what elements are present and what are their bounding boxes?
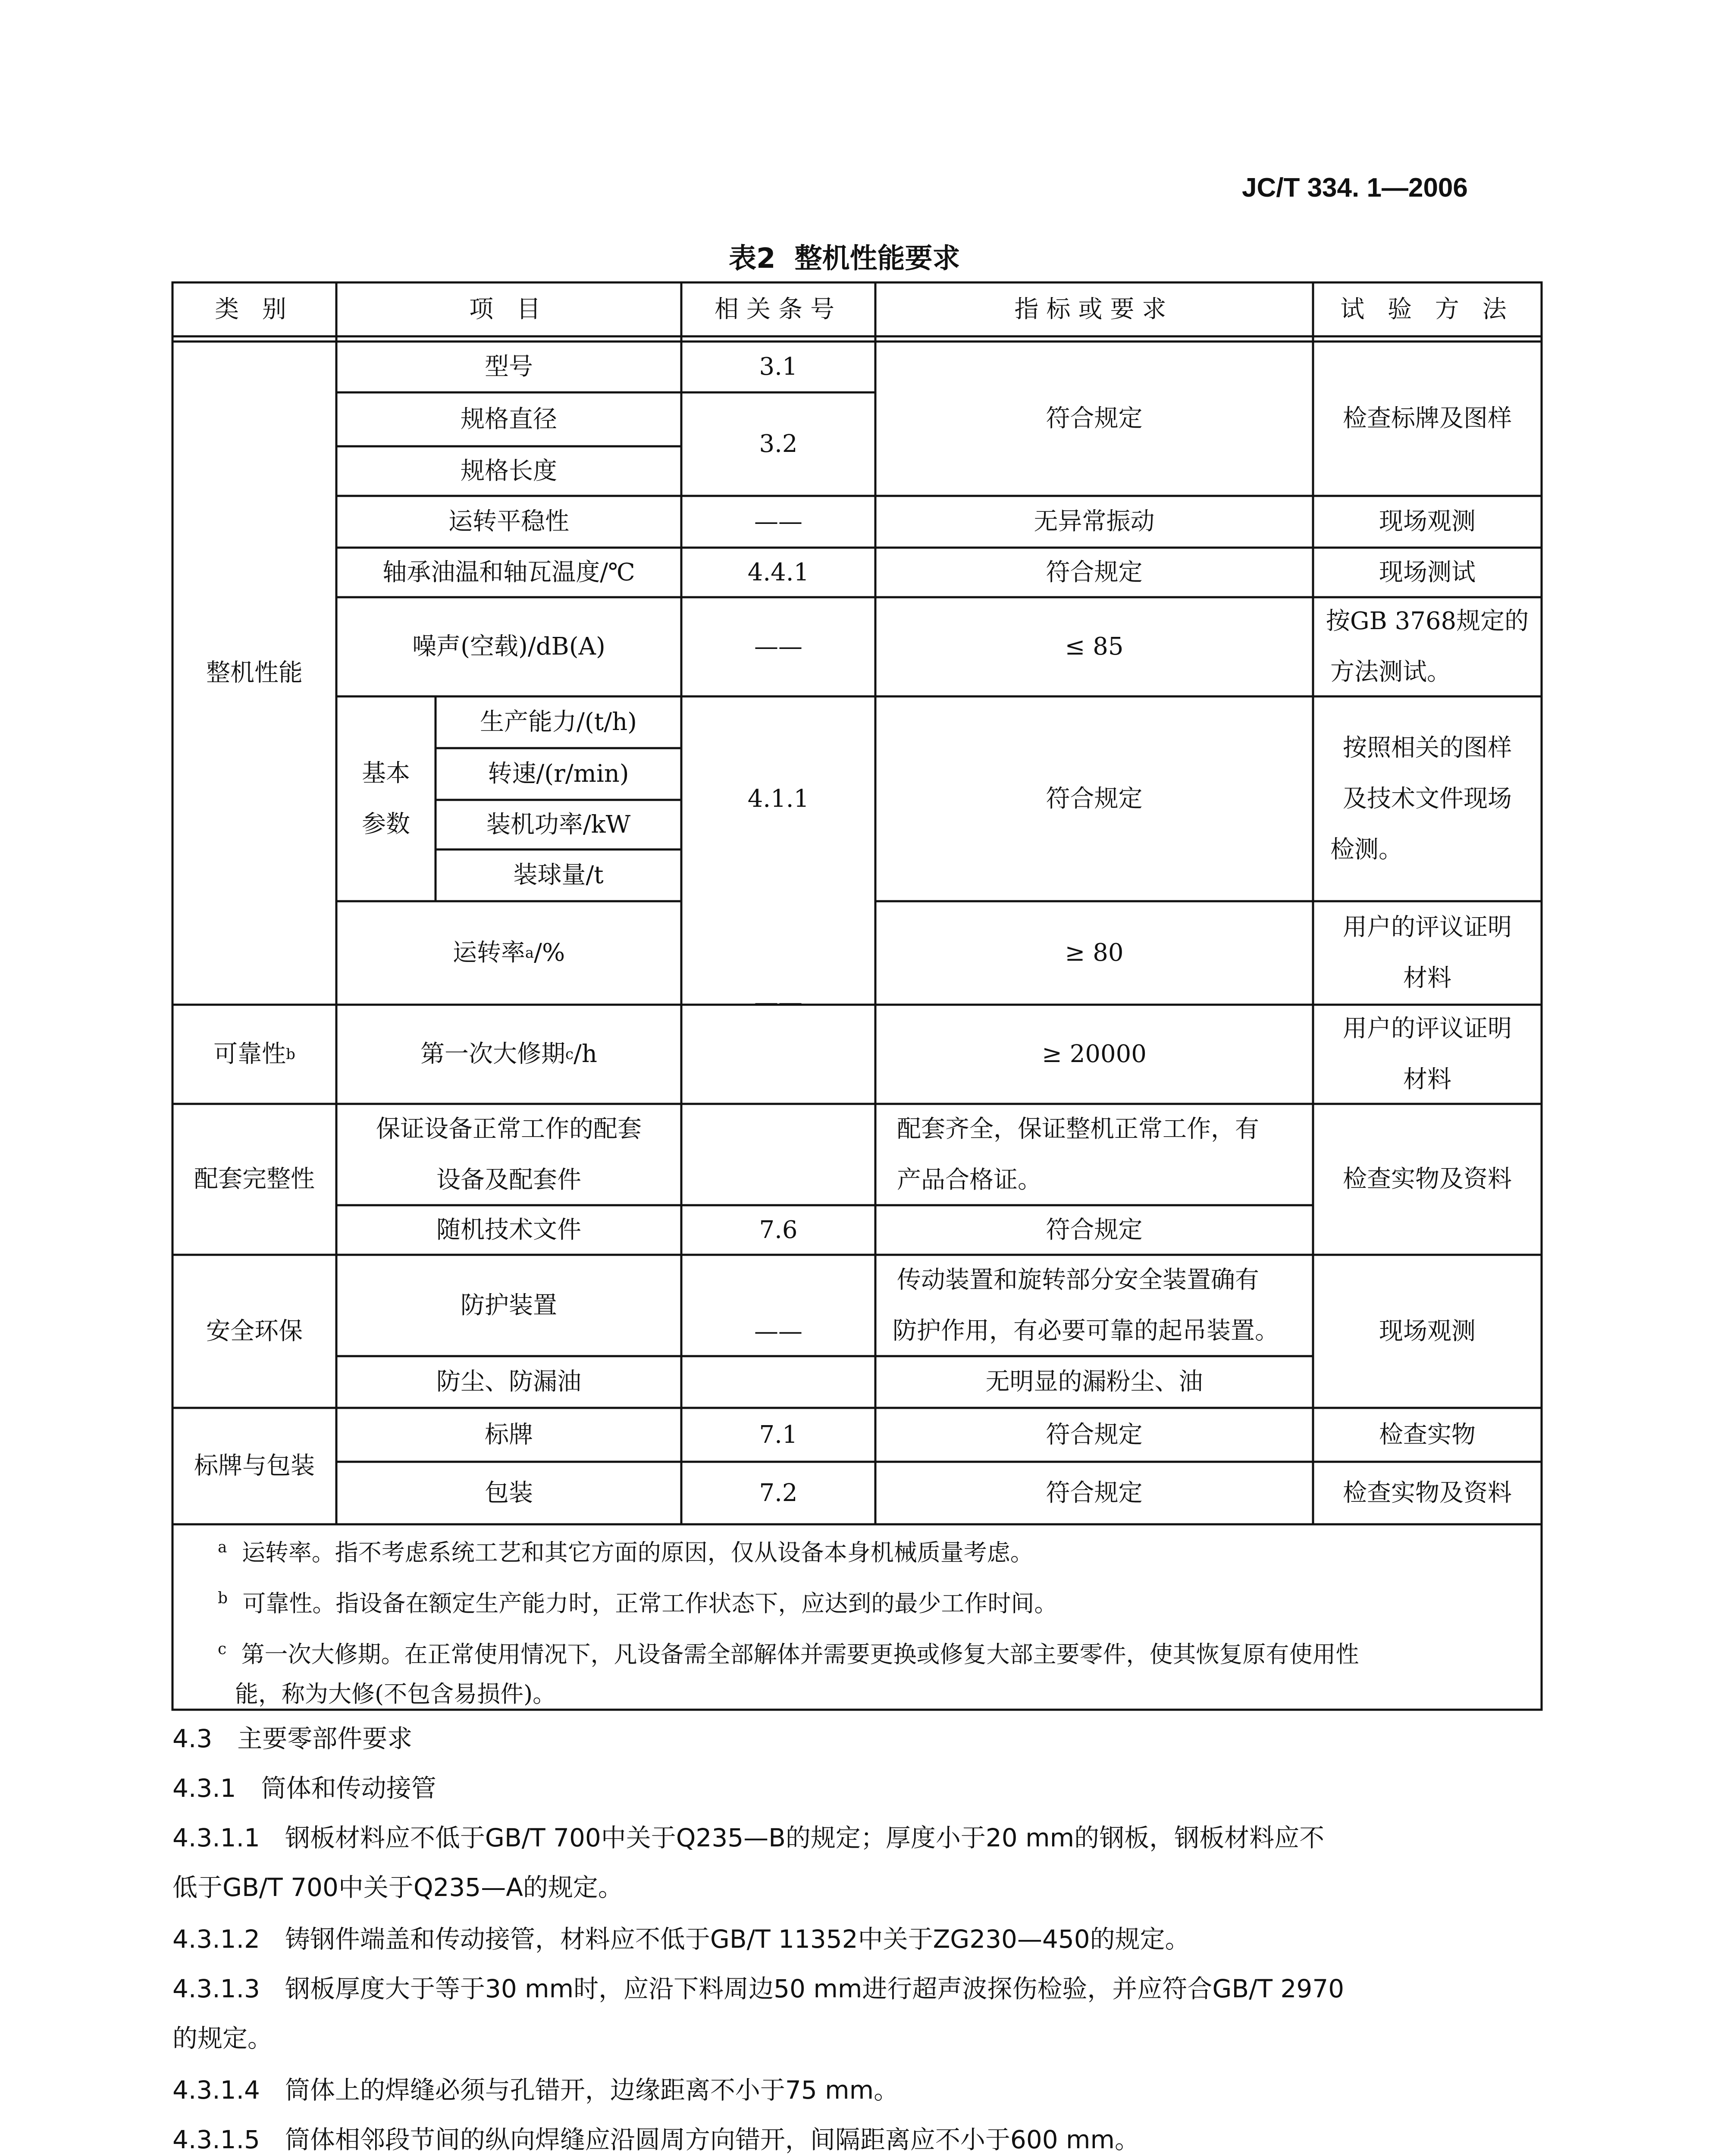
header-requirement: 指标或要求	[1014, 295, 1174, 323]
table-caption: 整机性能要求	[794, 243, 960, 275]
req-noise: ≤ 85	[1065, 633, 1124, 661]
accessories-line2: 设备及配套件	[436, 1166, 581, 1194]
method-operating-rate	[1313, 901, 1542, 1005]
req-bearing-conform: 符合规定	[1046, 558, 1143, 586]
clause-model: 3.1	[759, 353, 798, 381]
item-packaging: 包装	[485, 1479, 533, 1507]
req-overhaul: ≥ 20000	[1042, 1040, 1147, 1068]
item-power: 装机功率/kW	[486, 810, 631, 839]
section-4-3-1-1-line2: 低于GB/T 700中关于Q235—A的规定。	[172, 1873, 623, 1902]
section-4-3-1-3-line1: 4.3.1.3 钢板厚度大于等于30 mm时，应沿下料周边50 mm进行超声波探伤检验，并应符合GB/T 2970	[172, 1974, 1345, 2003]
category-basic-params	[336, 696, 436, 901]
item-spec-length: 规格长度	[461, 457, 557, 485]
clause-noise: ——	[754, 633, 802, 661]
method-overhaul	[1313, 1005, 1542, 1104]
category-whole-machine: 整机性能	[206, 659, 303, 687]
footnote-c-text-line1: 第一次大修期。在正常使用情况下，凡设备需全部解体并需要更换或修复大部主要零件，使其恢复原有使用性	[241, 1641, 1359, 1668]
footnote-b-mark: b	[218, 1589, 228, 1607]
reliability-label: 可靠性	[213, 1040, 286, 1068]
section-4-3-1-4: 4.3.1.4 筒体上的焊缝必须与孔错开，边缘距离不小于75 mm。	[172, 2075, 899, 2105]
method-basic-line1: 按照相关的图样	[1343, 733, 1512, 762]
first-overhaul-unit: /h	[574, 1040, 597, 1068]
section-4-3: 4.3 主要零部件要求	[172, 1724, 413, 1753]
method-packaging: 检查实物及资料	[1343, 1479, 1512, 1507]
section-4-3-1-3-line2: 的规定。	[172, 2024, 273, 2053]
method-safety: 现场观测	[1379, 1317, 1476, 1345]
document-code: JC/T 334. 1—2006	[1242, 173, 1468, 203]
req-operating-rate: ≥ 80	[1065, 939, 1124, 967]
footnote-a	[218, 1527, 1034, 1578]
footnote-a-mark: a	[218, 1539, 227, 1556]
method-basic-line2: 及技术文件现场	[1343, 784, 1512, 813]
category-completeness: 配套完整性	[194, 1165, 315, 1193]
item-tech-docs: 随机技术文件	[436, 1216, 581, 1244]
req-basic-conform: 符合规定	[1046, 784, 1143, 813]
table-number: 表2	[729, 243, 776, 275]
item-noise: 噪声(空载)/dB(A)	[412, 633, 605, 661]
item-bearing-temp: 轴承油温和轴瓦温度/℃	[382, 558, 635, 586]
header-category: 类 别	[215, 295, 294, 323]
operating-rate-label: 运转率	[452, 939, 525, 967]
clause-bearing: 4.4.1	[747, 558, 809, 586]
req-spec-conform: 符合规定	[1046, 404, 1143, 432]
clause-smooth-running: ——	[754, 508, 802, 536]
item-operating-rate: 运转率 a /%	[336, 901, 681, 1005]
header-clause: 相关条号	[715, 295, 842, 323]
clause-tech-docs: 7.6	[759, 1216, 798, 1244]
item-ball-load: 装球量/t	[513, 861, 604, 889]
item-smooth-running: 运转平稳性	[448, 508, 569, 536]
footnote-a-text: 运转率。指不考虑系统工艺和其它方面的原因，仅从设备本身机械质量考虑。	[241, 1539, 1034, 1566]
category-reliability: 可靠性 b	[172, 1005, 336, 1104]
method-onsite-observe: 现场观测	[1379, 508, 1476, 536]
req-tech-docs: 符合规定	[1046, 1216, 1143, 1244]
footnote-c-cont: 能，称为大修(不包含易损件)。	[235, 1680, 556, 1708]
req-guards-line1: 传动装置和旋转部分安全装置确有	[897, 1266, 1259, 1294]
method-completeness: 检查实物及资料	[1343, 1165, 1512, 1193]
req-accessories-line2: 产品合格证。	[897, 1166, 1042, 1194]
req-nameplate: 符合规定	[1046, 1420, 1143, 1449]
section-4-3-1-5: 4.3.1.5 筒体相邻段节间的纵向焊缝应沿圆周方向错开，间隔距离应不小于600 mm。	[172, 2125, 1140, 2154]
req-accessories-line1: 配套齐全，保证整机正常工作，有	[897, 1115, 1259, 1143]
item-capacity: 生产能力/(t/h)	[480, 708, 637, 736]
clause-reliability: ——	[754, 988, 802, 1016]
method-user-cert-line1: 用户的评议证明	[1343, 913, 1512, 941]
method-nameplate-drawing: 检查标牌及图样	[1343, 404, 1512, 432]
section-4-3-1-2: 4.3.1.2 铸钢件端盖和传动接管，材料应不低于GB/T 11352中关于ZG230—450的规定。	[172, 1924, 1190, 1954]
req-dust-oil: 无明显的漏粉尘、油	[985, 1368, 1203, 1396]
method-user-cert-line2: 材料	[1403, 964, 1451, 992]
req-packaging: 符合规定	[1046, 1479, 1143, 1507]
method-nameplate: 检查实物	[1379, 1420, 1476, 1449]
item-dust-oil: 防尘、防漏油	[436, 1368, 581, 1396]
method-user-cert-line2b: 材料	[1403, 1065, 1451, 1094]
category-labeling: 标牌与包装	[194, 1452, 315, 1480]
item-guards: 防护装置	[461, 1291, 557, 1319]
category-safety: 安全环保	[206, 1317, 303, 1345]
clause-basic: 4.1.1	[747, 784, 809, 813]
accessories-line1: 保证设备正常工作的配套	[376, 1115, 642, 1143]
operating-rate-unit: /%	[534, 939, 565, 967]
clause-spec: 3.2	[759, 430, 798, 458]
section-4-3-1-1-line1: 4.3.1.1 钢板材料应不低于GB/T 700中关于Q235—B的规定；厚度小于20 mm的钢板，钢板材料应不	[172, 1823, 1325, 1852]
clause-packaging: 7.2	[759, 1479, 798, 1507]
section-4-3-1: 4.3.1 筒体和传动接管	[172, 1774, 436, 1803]
method-noise-line2: 方法测试。	[1330, 658, 1451, 686]
basic-params-line2: 参数	[362, 810, 410, 838]
method-basic	[1313, 696, 1542, 901]
footnote-b-text: 可靠性。指设备在额定生产能力时，正常工作状态下，应达到的最少工作时间。	[242, 1590, 1058, 1617]
item-speed: 转速/(r/min)	[488, 760, 629, 788]
header-method: 试 验 方 法	[1340, 295, 1514, 323]
req-guards	[875, 1255, 1313, 1356]
footnote-b	[218, 1578, 1057, 1629]
header-item: 项 目	[469, 295, 549, 323]
method-user-cert-line1b: 用户的评议证明	[1343, 1015, 1512, 1043]
method-noise	[1313, 597, 1542, 696]
first-overhaul-label: 第一次大修期	[420, 1040, 565, 1068]
req-accessories	[875, 1104, 1313, 1205]
clause-safety: ——	[754, 1317, 802, 1345]
item-first-overhaul: 第一次大修期 c /h	[336, 1005, 681, 1104]
req-no-vibration: 无异常振动	[1034, 508, 1155, 536]
item-model: 型号	[485, 353, 533, 381]
clause-nameplate: 7.1	[759, 1420, 798, 1449]
method-basic-line3: 检测。	[1330, 835, 1403, 864]
item-accessories	[336, 1104, 681, 1205]
footnote-c-mark: c	[218, 1640, 227, 1658]
item-spec-diameter: 规格直径	[461, 405, 557, 433]
basic-params-line1: 基本	[362, 759, 410, 787]
req-guards-line2: 防护作用，有必要可靠的起吊装置。	[893, 1317, 1279, 1345]
method-onsite-test: 现场测试	[1379, 558, 1476, 586]
item-nameplate: 标牌	[485, 1420, 533, 1449]
method-noise-line1: 按GB 3768规定的	[1326, 607, 1529, 635]
